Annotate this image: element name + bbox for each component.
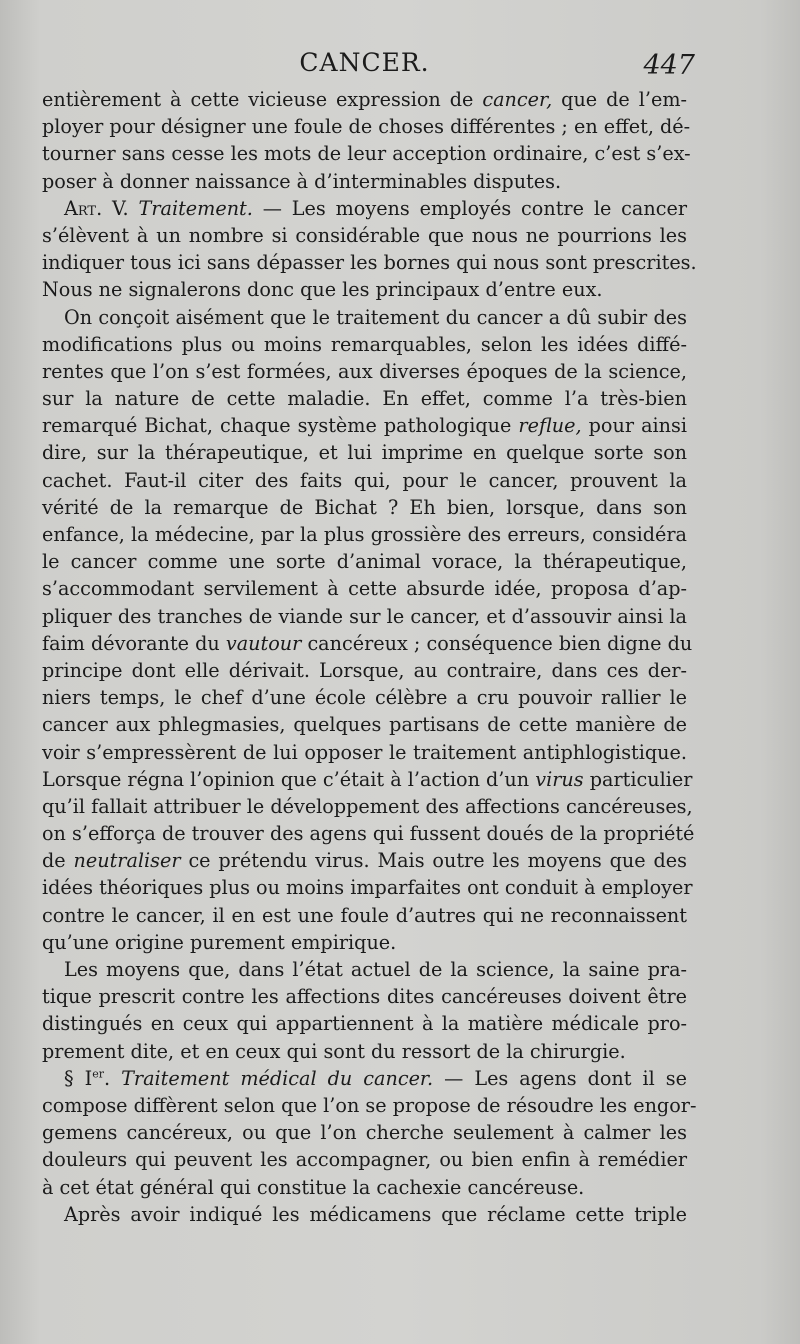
text-line: Lorsque régna l’opinion que c’était à l’action d’un virus particulier (42, 767, 693, 791)
text-line: rentes que l’on s’est formées, aux diverses époques de la science, (42, 359, 687, 383)
text-line: douleurs qui peuvent les accompagner, ou bien enfin à remédier (42, 1148, 687, 1172)
text-line: Nous ne signalerons donc que les principaux d’entre eux. (42, 278, 603, 302)
text-line: distingués en ceux qui appartiennent à la matière médicale pro- (42, 1012, 687, 1036)
text-line: Après avoir indiqué les médicamens que réclame cette triple (64, 1202, 687, 1226)
text-line: cachet. Faut-il citer des faits qui, pour le cancer, prouvent la (42, 468, 687, 492)
text-line: on s’efforça de trouver des agens qui fussent doués de la propriété (42, 822, 695, 846)
text-line: niers temps, le chef d’une école célèbre a cru pouvoir rallier le (42, 686, 687, 710)
text-line: cancer aux phlegmasies, quelques partisans de cette manière de (42, 713, 687, 737)
text-line: s’accommodant servilement à cette absurde idée, proposa d’ap- (42, 577, 687, 601)
text-line: On conçoit aisément que le traitement du cancer a dû subir des (64, 305, 687, 329)
text-line: faim dévorante du vautour cancéreux ; conséquence bien digne du (42, 631, 693, 655)
text-line: à cet état général qui constitue la cachexie cancéreuse. (42, 1175, 585, 1199)
text-line: dire, sur la thérapeutique, et lui imprime en quelque sorte son (42, 441, 687, 465)
text-line: de neutraliser ce prétendu virus. Mais outre les moyens que des (42, 849, 687, 873)
page-title: CANCER. (299, 48, 430, 77)
text-line: entièrement à cette vicieuse expression de cancer, que de l’em- (42, 88, 687, 111)
text-line: voir s’empressèrent de lui opposer le traitement antiphlogistique. (42, 740, 687, 764)
text-line: poser à donner naissance à d’interminables disputes. (42, 169, 562, 193)
text-line: idées théoriques plus ou moins imparfaites ont conduit à employer (42, 876, 693, 900)
text-line: Les moyens que, dans l’état actuel de la science, la saine pra- (64, 958, 687, 981)
text-line: remarqué Bichat, chaque système pathologique reflue, pour ainsi (42, 414, 687, 438)
text-line: gemens cancéreux, ou que l’on cherche seulement à calmer les (42, 1121, 687, 1145)
text-line: indiquer tous ici sans dépasser les bornes qui nous sont prescrites. (42, 251, 697, 275)
text-line: s’élèvent à un nombre si considérable que nous ne pourrions les (42, 223, 687, 247)
text-line: enfance, la médecine, par la plus grossière des erreurs, considéra (42, 523, 687, 546)
text-line: compose diffèrent selon que l’on se propose de résoudre les engor- (42, 1093, 697, 1117)
page-number: 447 (643, 50, 695, 81)
text-line: contre le cancer, il en est une foule d’autres qui ne reconnaissent (42, 903, 687, 927)
text-line: tourner sans cesse les mots de leur acception ordinaire, c’est s’ex- (42, 142, 691, 166)
text-line: sur la nature de cette maladie. En effet, comme l’a très-bien (42, 387, 687, 411)
text-line: qu’une origine purement empirique. (42, 930, 397, 954)
text-line: prement dite, et en ceux qui sont du ressort de la chirurgie. (42, 1039, 626, 1063)
text-line: pliquer des tranches de viande sur le cancer, et d’assouvir ainsi la (42, 604, 687, 628)
text-line: modifications plus ou moins remarquables, selon les idées diffé- (42, 332, 687, 356)
text-line: tique prescrit contre les affections dites cancéreuses doivent être (42, 985, 687, 1009)
text-line: ployer pour désigner une foule de choses différentes ; en effet, dé- (42, 115, 691, 139)
text-line: principe dont elle dérivait. Lorsque, au contraire, dans ces der- (42, 658, 687, 682)
running-head (42, 48, 695, 88)
text-line: qu’il fallait attribuer le développement des affections cancéreuses, (42, 794, 693, 818)
body-text (42, 86, 697, 1228)
text-line: vérité de la remarque de Bichat ? Eh bien, lorsque, dans son (42, 495, 687, 519)
text-line: le cancer comme une sorte d’animal vorace, la thérapeutique, (42, 550, 687, 574)
section-heading-line: Art. V. Traitement. — Les moyens employés contre le cancer (64, 196, 687, 220)
subsection-heading-line: § Ier. Traitement médical du cancer. — Les agens dont il se (64, 1066, 687, 1090)
